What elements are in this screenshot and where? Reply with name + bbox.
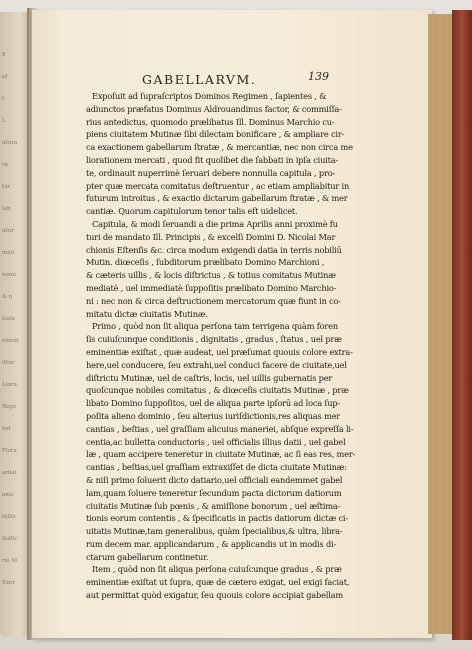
text-line: tionis eorum contentis , & ſpecificatis in pactis datiorum dictæ ci- <box>86 513 348 524</box>
text-line: quoſcunque nobiles comitatus , & diœceſis ciuitatis Mutinæ , præ <box>86 385 349 396</box>
facing-page-fragment: aniz <box>2 492 14 498</box>
facing-page-fragment: Sollic <box>2 536 18 542</box>
text-line: cantias , beſtias,uel graſſiam extraxiſſet de dicta ciuitate Mutinæ: <box>86 462 347 473</box>
facing-page-fragment: nomi <box>2 272 16 278</box>
text-line: adiunctos præfatus Dominus Aldrouandinus factor, & commiſſa- <box>86 103 342 114</box>
text-line: chionis Eſtenſis &c. circa modum exigendi datia in terris nobiliū <box>86 244 342 255</box>
text-line: te, ordinauit nuperrimè ſeruari debere nonnulla capitula , pro- <box>86 167 336 178</box>
text-line: & cæteris uillis , & locis diſtrictus , & totius comitatus Mutinæ <box>86 270 336 281</box>
text-line: læ , quam accipere teneretur in ciuitate Mutinæ, ac ſi eas res, mer- <box>86 449 356 460</box>
text-line: ciuitatis Mutinæ ſub pœnis , & amiſſione bonorum , uel æſtima- <box>86 500 341 511</box>
facing-page-fragment: tellis <box>2 514 16 520</box>
text-line: eminentiæ exiſtat , quæ audeat, uel præſumat quouis colore extra- <box>86 346 353 357</box>
text-line: rum decem mar. applicandarum , & applicandis ut in modis di- <box>86 538 337 549</box>
facing-page-fragment: Lioru <box>2 382 17 388</box>
text-line: & niſi primo ſoluerit dicto datiario,uel officiali eandemmet gabel <box>86 474 343 485</box>
text-line: cantias , beſtias , uel graſſiam alicuius maneriei, abſque expreſſa li- <box>86 423 354 434</box>
facing-page-fragment: lob <box>2 206 11 212</box>
facing-page-fragment: ariiai <box>2 470 17 476</box>
text-line: lam,quam ſoluere teneretur ſecundum pacta dictorum datiorum <box>86 487 342 498</box>
text-line: piens ciuitatem Mutinæ ſibi dilectam bonificare , & ampliare cir- <box>86 129 345 140</box>
text-line: rius antedictus, quomodo prælibatus Ill. Dominus Marchio cu- <box>86 116 335 127</box>
facing-page-fragment: ra <box>2 162 8 168</box>
text-line: ctarum gabellarum continetur. <box>86 551 209 562</box>
text-line: liorationem mercati , quod fit quolibet die ſabbati in ipſa ciuita- <box>86 154 339 165</box>
text-line: libato Domino ſuppoſitos, uel de aliqua parte ipſorū ad loca ſup- <box>86 398 341 409</box>
text-line: eminentiæ exiſtat ut ſupra, quæ de cætero exigat, uel exigi faciat, <box>86 577 350 588</box>
text-line: Item , quòd non ſit aliqua perſona cuiuſcunque gradus , & præ <box>92 564 342 575</box>
facing-page-fragment: Rego <box>2 404 17 410</box>
text-line: aut permittat quòd exigatur, ſeu quouis colore accipiat gabellam <box>86 590 344 601</box>
facing-page-fragment: entrat <box>2 338 20 344</box>
facing-page-fragment: mini <box>2 250 15 256</box>
running-header: GABELLARVM. <box>142 72 257 87</box>
text-line: turi de mandato Ill. Principis , & excelſi Domini D. Nicolai Mar <box>86 231 336 242</box>
facing-page-fragment: ntura <box>2 140 18 146</box>
text-line: cantiæ. Quorum capitulorum tenor talis eſt uidelicet. <box>86 206 298 217</box>
text-line: uitatis Mutinæ,tam generalibus, quàm ſpecialibus,& ultra, libra- <box>86 526 343 537</box>
text-line: mediatè , uel immediatè ſuppoſitis prælibato Domino Marchio- <box>86 282 337 293</box>
text-line: here,uel conducere, ſeu extrahi,uel conduci facere de ciuitate,uel <box>86 359 347 370</box>
text-line: diſtrictu Mutinæ, uel de caſtris, locis, uel uillis gubernatis per <box>86 372 333 383</box>
text-line: futurum introitus , & exactio dictarum gabellarum ſtratæ , & mer <box>86 193 348 204</box>
facing-page-fragment: ef <box>2 74 8 80</box>
text-line: Mutin. diœceſis , ſubditorum prælibato Domino Marchioni , <box>86 257 325 268</box>
facing-page-fragment: Exer <box>2 580 16 586</box>
text-line: Expoſuit ad ſupraſcriptos Dominos Regimen , ſapientes , & <box>92 91 327 101</box>
text-line: mitatu dictæ ciuitatis Mutinæ. <box>86 308 208 319</box>
text-line: Primo , quòd non ſit aliqua perſona tam terrigena quàm foren <box>92 321 338 332</box>
facing-page-fragment: rio M <box>2 558 18 564</box>
facing-page-fragment: Flora <box>2 448 17 454</box>
text-line: Capitula, & modi ſeruandi a die prima Aprilis anni proximè fu <box>92 218 338 229</box>
facing-page-fragment: icale <box>2 316 16 322</box>
text-line: centia,ac bulletta conductoris , uel officialis illius datii , uel gabel <box>86 436 346 447</box>
facing-page-fragment: ntur <box>2 228 14 234</box>
facing-page-fragment: 8 <box>2 52 6 58</box>
facing-page-fragment: t. <box>2 96 6 102</box>
body-text <box>86 90 386 602</box>
text-line: ſis cuiuſcunque conditionis , dignitatis , gradus , ſtatus , uel præ <box>86 334 342 345</box>
facing-page-fragment: bet <box>2 426 11 432</box>
facing-page-fragment: ittur <box>2 360 15 366</box>
book-binding <box>452 10 472 640</box>
text-line: ni : nec non & circa deſtructionem mercatorum quæ fiunt in co- <box>86 295 341 306</box>
text-line: ca exactionem gabellarum ſtratæ , & mercantiæ, nec non circa me <box>86 142 353 153</box>
text-line: poſita alieno dominio , ſeu alterius iuriſdictionis,res aliquas mer <box>86 410 341 421</box>
facing-page-fragment: L <box>2 118 6 124</box>
facing-page-fragment: tur <box>2 184 11 190</box>
page-number: 139 <box>308 70 329 83</box>
text-line: pter quæ mercata comitatus deſtruentur , ac etiam ampliabitur in <box>86 180 350 191</box>
facing-page-fragment: & n <box>2 294 13 300</box>
